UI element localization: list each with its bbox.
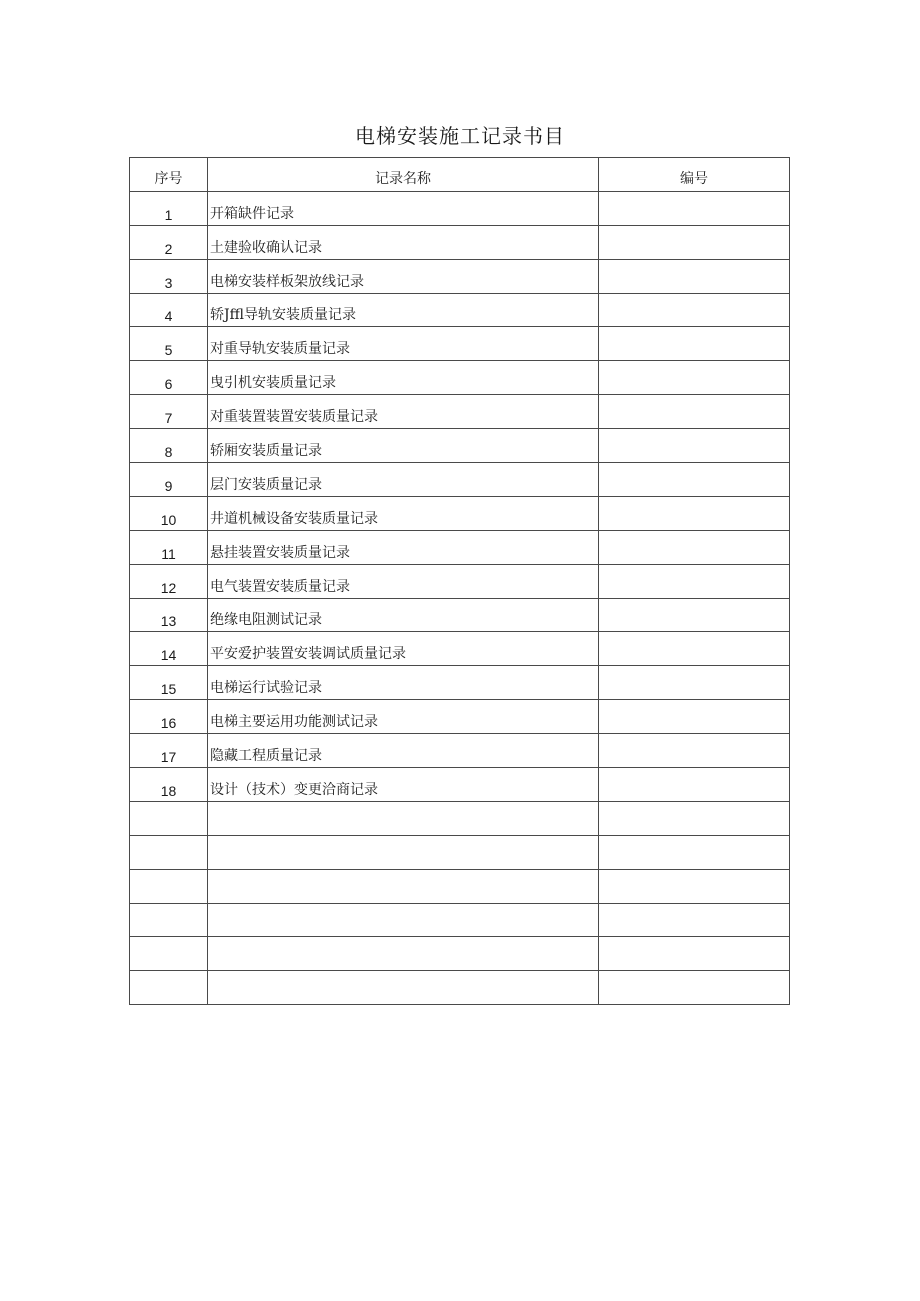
table-row: [130, 259, 790, 293]
table-row: [130, 971, 790, 1005]
cell-record-name: [208, 903, 599, 937]
table-row: [130, 463, 790, 497]
cell-record-name: [208, 937, 599, 971]
cell-code: [599, 191, 790, 225]
cell-code: [599, 801, 790, 835]
cell-record-name: 绝缘电阻测试记录: [208, 598, 599, 632]
table-row: [130, 666, 790, 700]
cell-code: [599, 937, 790, 971]
cell-record-name: 隐藏工程质量记录: [208, 734, 599, 768]
cell-record-name: 设计（技术）变更洽商记录: [208, 768, 599, 802]
cell-record-name: [208, 971, 599, 1005]
cell-record-name: 曳引机安装质量记录: [208, 361, 599, 395]
cell-code: [599, 598, 790, 632]
table-body: [130, 191, 790, 1004]
cell-serial-number: 10: [130, 496, 208, 530]
cell-serial-number: 5: [130, 327, 208, 361]
cell-serial-number: 7: [130, 395, 208, 429]
cell-record-name: 轿Jffl导轨安装质量记录: [208, 293, 599, 327]
table-row: [130, 564, 790, 598]
cell-record-name: 对重导轨安装质量记录: [208, 327, 599, 361]
cell-code: [599, 530, 790, 564]
cell-serial-number: 3: [130, 259, 208, 293]
cell-code: [599, 835, 790, 869]
table-row: [130, 835, 790, 869]
cell-record-name: 井道机械设备安装质量记录: [208, 496, 599, 530]
cell-serial-number: 2: [130, 225, 208, 259]
cell-code: [599, 632, 790, 666]
cell-serial-number: [130, 971, 208, 1005]
cell-code: [599, 903, 790, 937]
cell-serial-number: 1: [130, 191, 208, 225]
table-row: [130, 530, 790, 564]
cell-code: [599, 666, 790, 700]
table-row: [130, 361, 790, 395]
table-row: [130, 395, 790, 429]
cell-serial-number: [130, 903, 208, 937]
cell-serial-number: 4: [130, 293, 208, 327]
cell-code: [599, 734, 790, 768]
cell-code: [599, 768, 790, 802]
cell-code: [599, 259, 790, 293]
table-row: [130, 225, 790, 259]
cell-record-name: 悬挂装置安装质量记录: [208, 530, 599, 564]
table-row: [130, 937, 790, 971]
record-catalog-table: [129, 157, 790, 1005]
header-record-name: 记录名称: [208, 158, 599, 192]
cell-serial-number: 14: [130, 632, 208, 666]
table-row: [130, 429, 790, 463]
table-row: [130, 293, 790, 327]
cell-serial-number: 8: [130, 429, 208, 463]
table-row: [130, 598, 790, 632]
table-row: [130, 700, 790, 734]
cell-serial-number: 16: [130, 700, 208, 734]
cell-record-name: 电梯主要运用功能测试记录: [208, 700, 599, 734]
cell-code: [599, 700, 790, 734]
cell-record-name: 对重装置装置安装质量记录: [208, 395, 599, 429]
table-row: [130, 903, 790, 937]
cell-serial-number: 9: [130, 463, 208, 497]
cell-code: [599, 225, 790, 259]
cell-serial-number: 6: [130, 361, 208, 395]
table-row: [130, 734, 790, 768]
cell-serial-number: 18: [130, 768, 208, 802]
cell-record-name: 轿厢安装质量记录: [208, 429, 599, 463]
table-row: [130, 632, 790, 666]
cell-serial-number: 15: [130, 666, 208, 700]
cell-record-name: 层门安装质量记录: [208, 463, 599, 497]
cell-record-name: 电梯运行试验记录: [208, 666, 599, 700]
cell-code: [599, 564, 790, 598]
cell-record-name: 电梯安装样板架放线记录: [208, 259, 599, 293]
table-row: [130, 327, 790, 361]
cell-serial-number: 13: [130, 598, 208, 632]
cell-code: [599, 463, 790, 497]
table-row: [130, 191, 790, 225]
page-title: 电梯安装施工记录书目: [355, 124, 565, 148]
cell-code: [599, 971, 790, 1005]
cell-code: [599, 361, 790, 395]
cell-serial-number: [130, 801, 208, 835]
cell-record-name: 土建验收确认记录: [208, 225, 599, 259]
cell-serial-number: 11: [130, 530, 208, 564]
cell-code: [599, 293, 790, 327]
cell-serial-number: [130, 835, 208, 869]
cell-serial-number: [130, 869, 208, 903]
cell-record-name: 电气装置安装质量记录: [208, 564, 599, 598]
table-row: [130, 496, 790, 530]
table-row: [130, 869, 790, 903]
cell-record-name: [208, 869, 599, 903]
cell-record-name: 开箱缺件记录: [208, 191, 599, 225]
cell-serial-number: [130, 937, 208, 971]
cell-record-name: [208, 835, 599, 869]
cell-code: [599, 496, 790, 530]
cell-record-name: 平安爱护装置安装调试质量记录: [208, 632, 599, 666]
cell-code: [599, 869, 790, 903]
cell-serial-number: 12: [130, 564, 208, 598]
header-serial-number: 序号: [130, 158, 208, 192]
table-row: [130, 801, 790, 835]
cell-code: [599, 327, 790, 361]
cell-serial-number: 17: [130, 734, 208, 768]
cell-code: [599, 395, 790, 429]
cell-code: [599, 429, 790, 463]
table-header-row: [130, 158, 790, 192]
cell-record-name: [208, 801, 599, 835]
header-code: 编号: [599, 158, 790, 192]
table-row: [130, 768, 790, 802]
